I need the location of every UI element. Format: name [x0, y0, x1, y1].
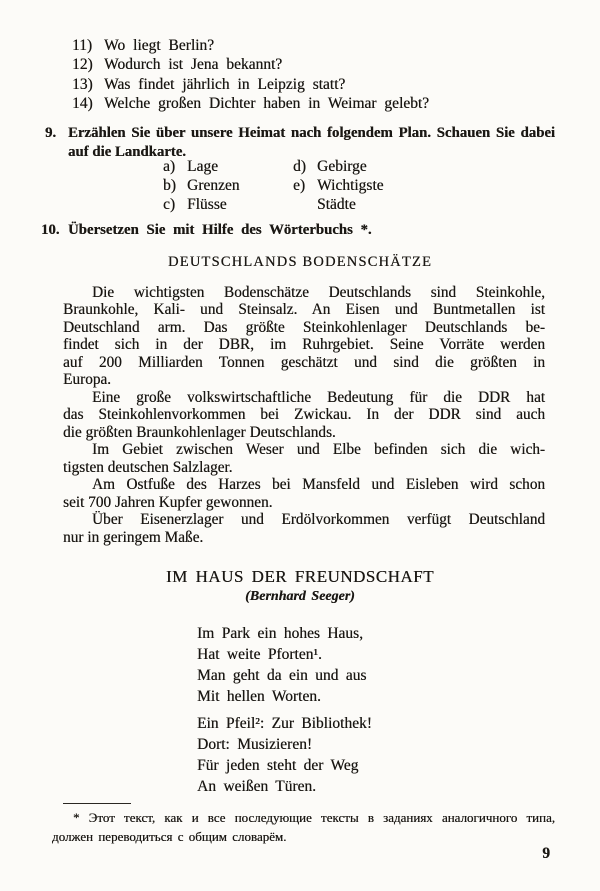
text-line: seit 700 Jahren Kupfer gewonnen.	[63, 493, 273, 511]
article-paragraph	[63, 476, 545, 511]
text-line: findet sich in der DBR, im Ruhrgebiet. Seine Vorräte werden	[63, 336, 545, 354]
text-line: Braunkohle, Kali- und Steinsalz. An Eisen und Buntmetallen ist	[63, 301, 545, 319]
text-line: Eine große volkswirtschaftliche Bedeutung für die DDR hat	[92, 388, 545, 406]
text-line: Europa.	[63, 371, 111, 389]
question-number: 11)	[72, 37, 93, 54]
article-body	[63, 284, 545, 547]
question-number: 12)	[72, 56, 93, 74]
question-item	[72, 55, 555, 74]
poem-line: Ein Pfeil²: Zur Bibliothek!	[197, 715, 372, 733]
poem-line: Mit hellen Worten.	[197, 688, 321, 706]
exercise-10	[41, 221, 555, 240]
plan-item	[293, 176, 384, 195]
plan-item	[293, 195, 384, 214]
text-line: Die wichtigsten Bodenschätze Deutschlands sind Steinkohle,	[92, 283, 545, 301]
article-paragraph	[63, 441, 545, 476]
plan-text: Grenzen	[187, 176, 240, 194]
text-line: auf 200 Milliarden Tonnen geschätzt und sind die größten in	[63, 353, 545, 371]
plan-label: d)	[293, 157, 306, 175]
article-paragraph	[63, 284, 545, 389]
poem-line: Man geht da ein und aus	[197, 667, 367, 685]
plan-item	[163, 195, 293, 214]
question-text: Was findet jährlich in Leipzig statt?	[104, 75, 346, 93]
text-line: Über Eisenerzlager und Erdölvorkommen verfügt Deutschland	[92, 511, 545, 529]
question-list	[72, 36, 555, 114]
text-line: auf die Landkarte.	[68, 143, 186, 160]
exercise-number: 10.	[41, 221, 60, 238]
footnote-text: * Этот текст, как и все последующие тексты в заданиях аналогичного типа, должен переводиться с общим словарём.	[52, 810, 555, 844]
text-line: nur in geringem Maße.	[63, 528, 204, 546]
footnote-rule	[63, 803, 131, 804]
poem-author: (Bernhard Seeger)	[245, 589, 355, 605]
text-line: tigsten deutschen Salzlager.	[63, 458, 233, 476]
plan-text: Lage	[187, 157, 218, 175]
question-number: 13)	[72, 75, 93, 93]
plan-label: a)	[163, 157, 176, 175]
footnote	[52, 803, 555, 846]
poem-line: An weißen Türen.	[197, 778, 317, 796]
plan-label: b)	[163, 176, 176, 194]
plan-text: Flüsse	[187, 195, 227, 213]
page-number: 9	[542, 845, 550, 862]
text-line: Am Ostfuße des Harzes bei Mansfeld und Eisleben wird schon	[92, 476, 545, 494]
plan-label: c)	[163, 195, 176, 213]
question-text: Wodurch ist Jena bekannt?	[104, 56, 283, 74]
text-line: Erzählen Sie über unsere Heimat nach folgendem Plan. Schauen Sie dabei	[68, 124, 555, 141]
plan-item	[293, 157, 384, 176]
article-title: DEUTSCHLANDS BODENSCHÄTZE	[167, 253, 433, 270]
text-line: die größten Braunkohlenlager Deutschlands.	[63, 423, 336, 441]
plan-text: Gebirge	[317, 157, 367, 175]
plan-column-right	[293, 157, 384, 214]
text-line: Im Gebiet zwischen Weser und Elbe befinden sich die wich-	[92, 441, 545, 459]
poem-line: Hat weite Pforten¹.	[197, 646, 322, 664]
plan-column-left	[163, 157, 293, 214]
plan-text: Wichtigste	[317, 176, 384, 194]
article-paragraph	[63, 511, 545, 546]
text-line: Deutschland arm. Das größte Steinkohlenlager Deutschlands be-	[63, 318, 545, 336]
poem-line: Für jeden steht der Weg	[197, 757, 359, 775]
poem-title: IM HAUS DER FREUNDSCHAFT	[165, 567, 434, 587]
question-text: Welche großen Dichter haben in Weimar gelebt?	[104, 95, 430, 113]
question-item	[72, 36, 555, 55]
plan-item	[163, 176, 293, 195]
poem-stanza	[197, 713, 555, 797]
article-paragraph	[63, 389, 545, 442]
exercise-number: 9.	[45, 124, 57, 141]
poem-line: Dort: Musizieren!	[197, 736, 312, 754]
text-line: das Steinkohlenvorkommen bei Zwickau. In der DDR sind auch	[63, 406, 545, 424]
plan-list	[163, 157, 555, 214]
plan-item	[163, 157, 293, 176]
question-item	[72, 94, 555, 113]
poem-stanza	[197, 623, 555, 707]
text-line: Übersetzen Sie mit Hilfe des Wörterbuchs *.	[68, 221, 372, 238]
question-number: 14)	[72, 95, 93, 113]
poem-section	[45, 567, 555, 797]
plan-label	[293, 195, 317, 214]
plan-label: e)	[293, 176, 306, 194]
plan-text: Städte	[317, 195, 356, 213]
question-item	[72, 75, 555, 94]
poem-line: Im Park ein hohes Haus,	[197, 625, 363, 643]
question-text: Wo liegt Berlin?	[104, 37, 215, 54]
exercise-instruction	[68, 221, 555, 240]
